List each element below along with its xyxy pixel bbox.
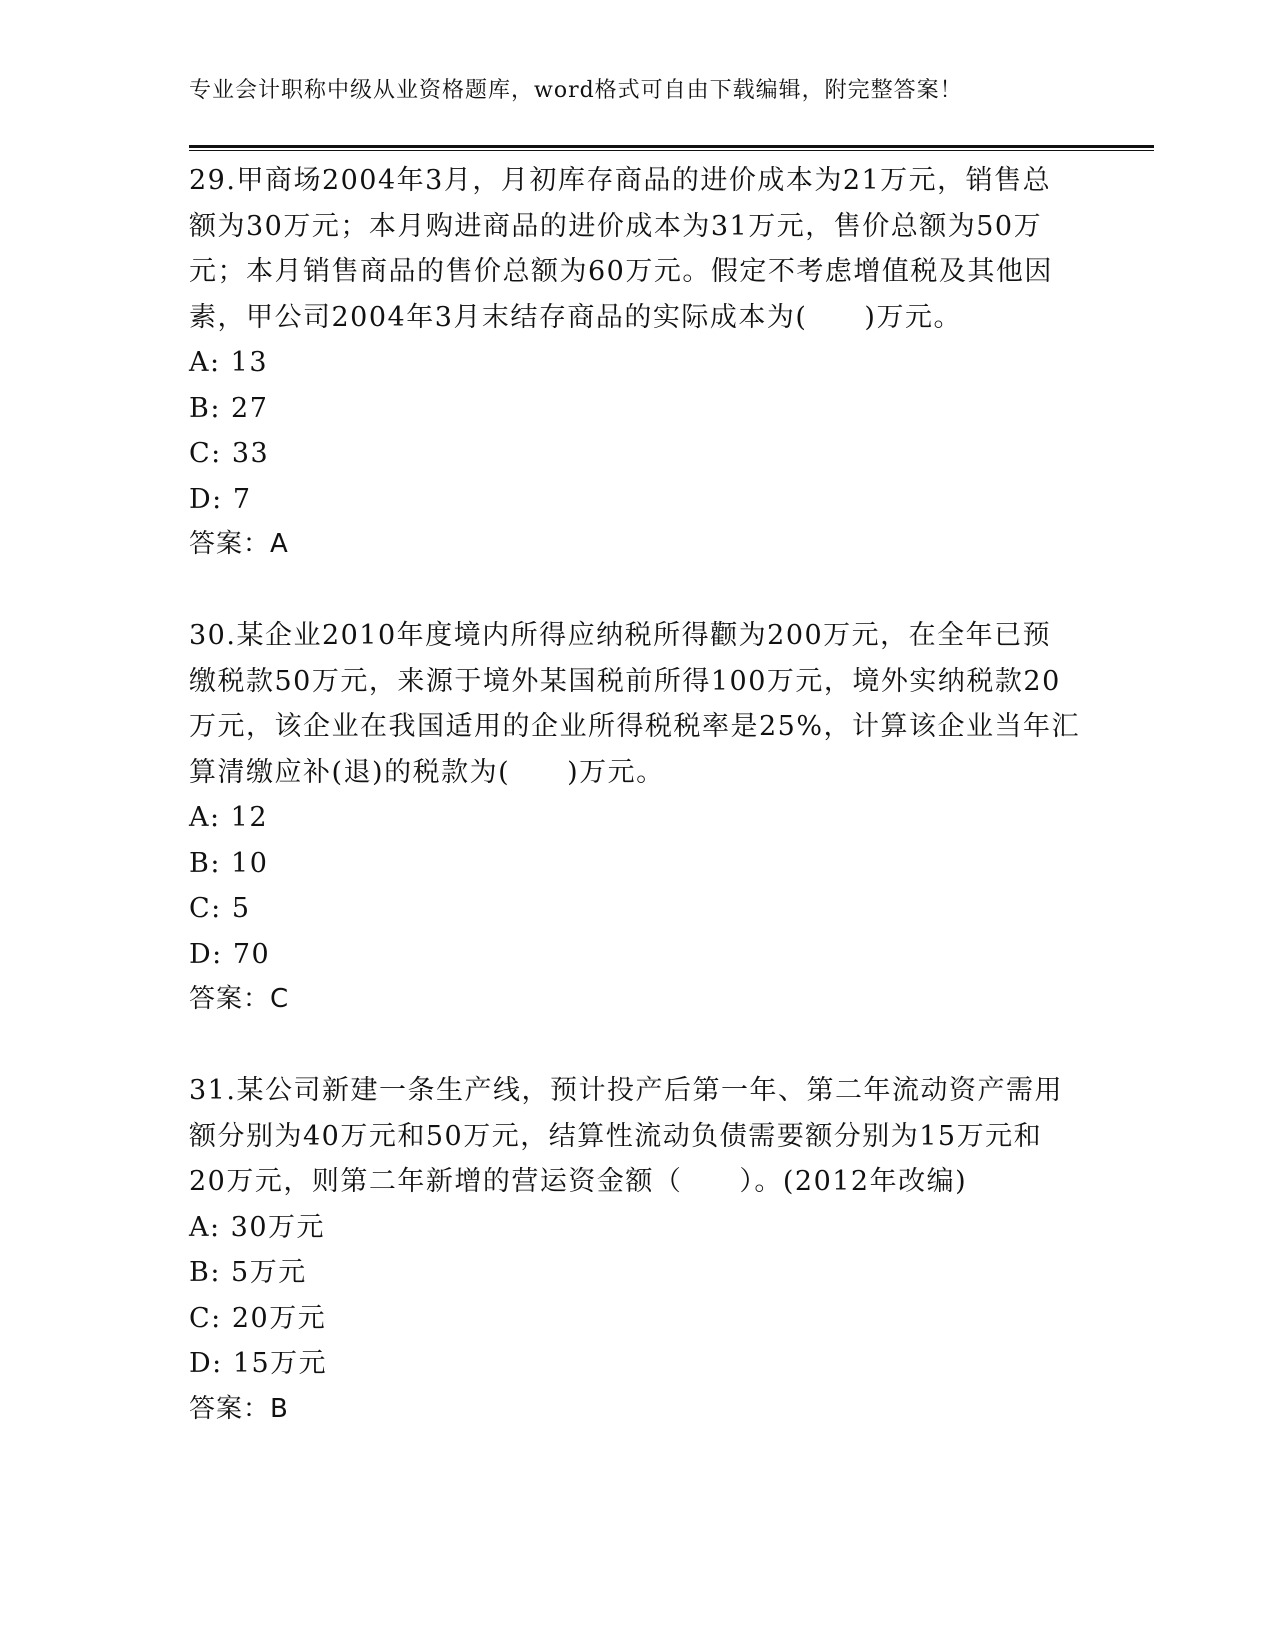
answer-label: 答案：B xyxy=(189,1393,289,1424)
question-29 xyxy=(189,158,1089,568)
question-text: 30.某企业2010年度境内所得应纳税所得颧为200万元，在全年已预 缴税款50万元，来源于境外某国税前所得100万元，境外实纳税款20 万元，该企业在我国适用的企业所得税税率是25%，计算该企业当年汇 算清缴应补(退)的税款为( )万元。 xyxy=(189,620,1081,788)
option-list xyxy=(189,795,1089,977)
page-header: 专业会计职称中级从业资格题库，word格式可自由下载编辑，附完整答案！ xyxy=(189,78,963,103)
question-text: 29.甲商场2004年3月，月初库存商品的进价成本为21万元，销售总 额为30万元；本月购进商品的进价成本为31万元，售价总额为50万 元；本月销售商品的售价总额为60万元。假定不考虑增值税及其他因 素，甲公司2004年3月末结存商品的实际成本为( )万元。 xyxy=(189,165,1053,333)
option-a: A: 30万元 xyxy=(189,1211,326,1243)
option-d: D: 7 xyxy=(189,483,252,515)
option-c: C: 33 xyxy=(189,438,270,469)
option-c: C: 5 xyxy=(189,893,251,924)
header-divider-thin xyxy=(189,150,1154,151)
answer-label: 答案：C xyxy=(189,984,290,1014)
question-31 xyxy=(189,1068,1089,1432)
question-30 xyxy=(189,613,1089,1023)
question-text: 31.某公司新建一条生产线，预计投产后第一年、第二年流动资产需用 额分别为40万元和50万元，结算性流动负债需要额分别为15万元和 20万元，则第二年新增的营运资金额（ ）。(2012年改编) xyxy=(189,1075,1063,1197)
option-d: D: 15万元 xyxy=(189,1348,328,1379)
option-b: B: 27 xyxy=(189,392,269,424)
option-d: D: 70 xyxy=(189,938,271,970)
option-a: A: 12 xyxy=(189,802,269,833)
answer-label: 答案：A xyxy=(189,529,289,559)
header-divider-thick xyxy=(189,145,1154,148)
option-b: B: 10 xyxy=(189,847,269,879)
option-a: A: 13 xyxy=(189,347,269,378)
option-list xyxy=(189,1205,1089,1387)
option-list xyxy=(189,340,1089,522)
option-c: C: 20万元 xyxy=(189,1302,327,1334)
option-b: B: 5万元 xyxy=(189,1257,307,1288)
